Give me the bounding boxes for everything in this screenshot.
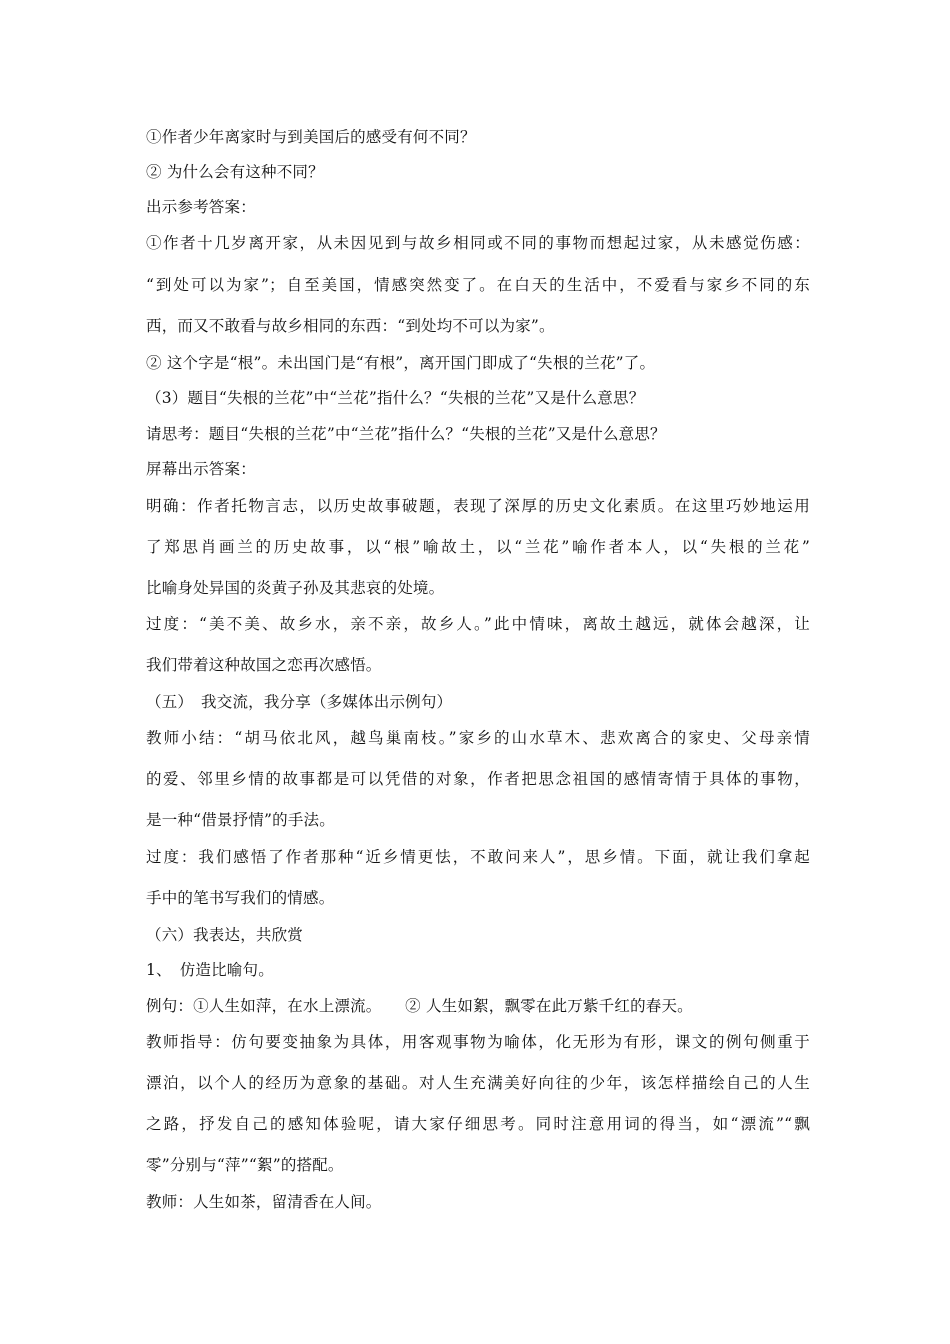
text-line: 零”分别与“萍”“絮”的搭配。 bbox=[146, 1156, 344, 1174]
text-line: 漂泊，以个人的经历为意象的基础。对人生充满美好向往的少年，该怎样描绘自己的人生 bbox=[146, 1074, 810, 1092]
text-line: 过度：“美不美、故乡水，亲不亲，故乡人。”此中情味，离故土越远，就体会越深，让 bbox=[146, 615, 810, 633]
section-heading: （五） 我交流，我分享（多媒体出示例句） bbox=[146, 693, 453, 711]
text-line: ② 为什么会有这种不同？ bbox=[146, 163, 324, 181]
text-line: 屏幕出示答案： bbox=[146, 460, 256, 478]
text-line: 教师：人生如茶，留清香在人间。 bbox=[146, 1193, 382, 1211]
text-line: ② 这个字是“根”。未出国门是“有根”，离开国门即成了“失根的兰花”了。 bbox=[146, 354, 656, 372]
text-line: 例句：①人生如萍，在水上漂流。 ② 人生如絮，飘零在此万紫千红的春天。 bbox=[146, 997, 693, 1015]
text-line: 过度：我们感悟了作者那种“近乡情更怯，不敢问来人”，思乡情。下面，就让我们拿起 bbox=[146, 848, 810, 866]
text-line: ①作者少年离家时与到美国后的感受有何不同？ bbox=[146, 128, 476, 146]
text-line: 请思考：题目“失根的兰花”中“兰花”指什么？“失根的兰花”又是什么意思？ bbox=[146, 425, 666, 443]
text-line: 教师小结：“胡马依北风，越鸟巢南枝。”家乡的山水草木、悲欢离合的家史、父母亲情 bbox=[146, 729, 810, 747]
text-line: （3）题目“失根的兰花”中“兰花”指什么？“失根的兰花”又是什么意思？ bbox=[146, 389, 645, 407]
text-line: 之路，抒发自己的感知体验呢，请大家仔细思考。同时注意用词的得当，如“漂流”“飘 bbox=[146, 1115, 810, 1133]
text-line: ①作者十几岁离开家，从未因见到与故乡相同或不同的事物而想起过家，从未感觉伤感： bbox=[146, 234, 810, 252]
text-line: 我们带着这种故国之恋再次感悟。 bbox=[146, 656, 382, 674]
text-line: 比喻身处异国的炎黄子孙及其悲哀的处境。 bbox=[146, 579, 445, 597]
text-line: 出示参考答案： bbox=[146, 198, 256, 216]
text-line: “到处可以为家”；自至美国，情感突然变了。在白天的生活中，不爱看与家乡不同的东 bbox=[146, 276, 810, 294]
text-line: 西，而又不敢看与故乡相同的东西：“到处均不可以为家”。 bbox=[146, 317, 555, 335]
section-heading: （六）我表达，共欣赏 bbox=[146, 926, 304, 944]
text-line: 手中的笔书写我们的情感。 bbox=[146, 889, 335, 907]
text-line: 1、 仿造比喻句。 bbox=[146, 961, 274, 979]
text-line: 的爱、邻里乡情的故事都是可以凭借的对象，作者把思念祖国的感情寄情于具体的事物， bbox=[146, 770, 810, 788]
text-line: 明确：作者托物言志，以历史故事破题，表现了深厚的历史文化素质。在这里巧妙地运用 bbox=[146, 497, 810, 515]
text-line: 是一种“借景抒情”的手法。 bbox=[146, 811, 335, 829]
text-line: 了郑思肖画兰的历史故事，以“根”喻故土，以“兰花”喻作者本人，以“失根的兰花” bbox=[146, 538, 810, 556]
text-line: 教师指导：仿句要变抽象为具体，用客观事物为喻体，化无形为有形，课文的例句侧重于 bbox=[146, 1033, 810, 1051]
